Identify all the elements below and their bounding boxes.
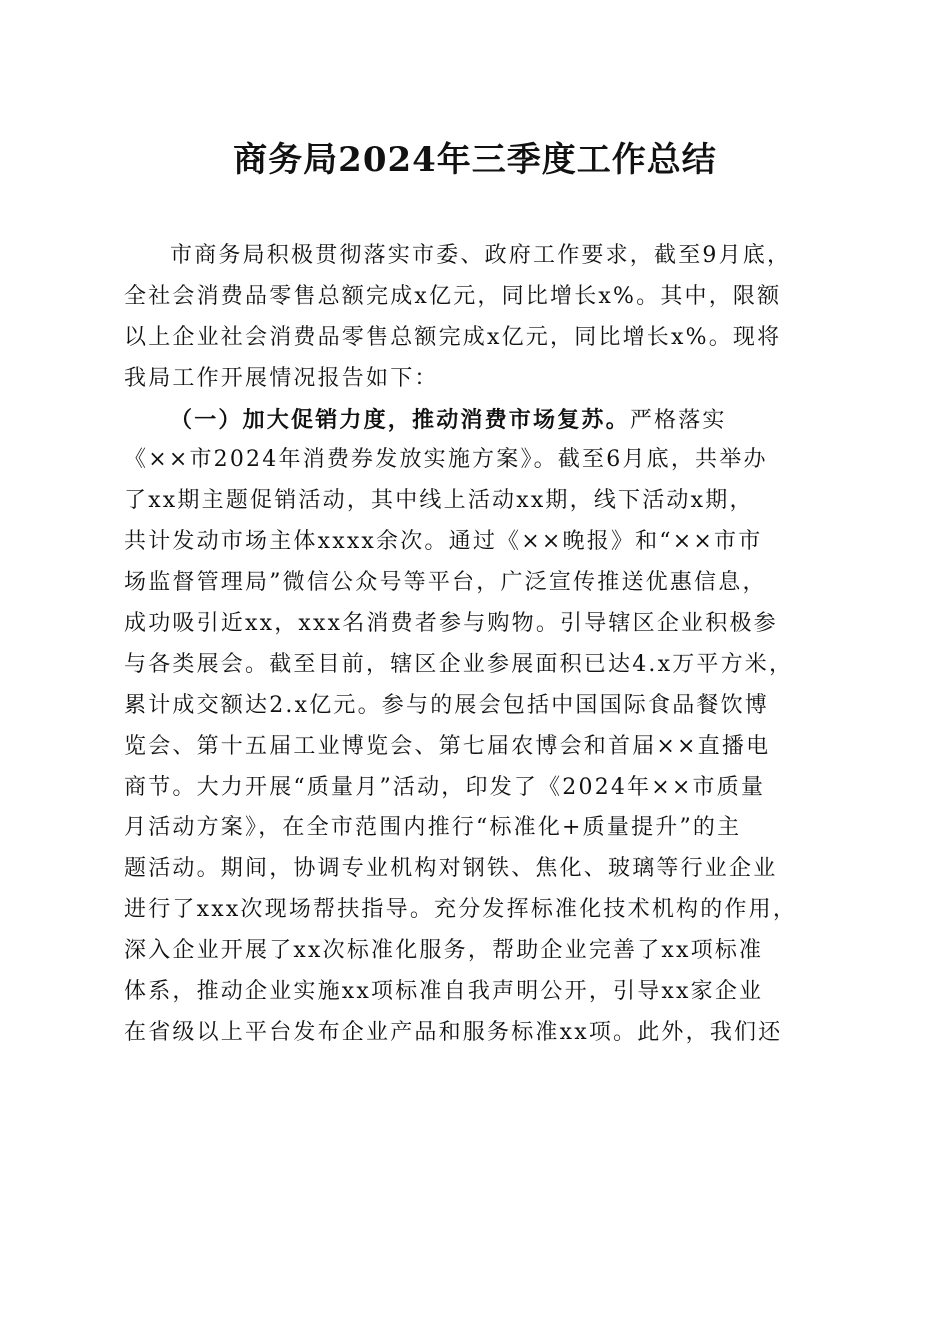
paragraph-line: 以上企业社会消费品零售总额完成x亿元，同比增长x%。现将	[124, 324, 782, 350]
section-one-paragraph	[124, 400, 830, 1054]
section-first-line	[124, 400, 830, 441]
document-body	[124, 236, 830, 1054]
intro-paragraph	[124, 236, 830, 400]
paragraph-line: 月活动方案》，在全市范围内推行“标准化+质量提升”的主	[124, 815, 742, 841]
paragraph-line: 深入企业开展了xx次标准化服务，帮助企业完善了xx项标准	[124, 938, 764, 964]
paragraph-line: 与各类展会。截至目前，辖区企业参展面积已达4.x万平方米，	[124, 651, 794, 677]
paragraph-line: 共计发动市场主体xxxx余次。通过《××晚报》和“××市市	[124, 529, 763, 555]
paragraph-line: 了xx期主题促销活动，其中线上活动xx期，线下活动x期，	[124, 488, 754, 514]
paragraph-line: 全社会消费品零售总额完成x亿元，同比增长x%。其中，限额	[124, 283, 782, 309]
paragraph-line: 我局工作开展情况报告如下：	[124, 365, 439, 391]
paragraph-line: 在省级以上平台发布企业产品和服务标准xx项。此外，我们还	[124, 1019, 783, 1045]
paragraph-line: 题活动。期间，协调专业机构对钢铁、焦化、玻璃等行业企业	[124, 856, 778, 882]
paragraph-line: 览会、第十五届工业博览会、第七届农博会和首届××直播电	[124, 733, 771, 759]
section-first-line-rest: 严格落实	[629, 407, 727, 433]
paragraph-line: 累计成交额达2.x亿元。参与的展会包括中国国际食品餐饮博	[124, 692, 769, 718]
document-title: 商务局2024年三季度工作总结	[233, 140, 717, 180]
paragraph-line: 市商务局积极贯彻落实市委、政府工作要求，截至9月底，	[170, 243, 792, 268]
section-heading: （一）加大促销力度，推动消费市场复苏。	[170, 406, 630, 433]
paragraph-line: 场监督管理局”微信公众号等平台，广泛宣传推送优惠信息，	[124, 570, 767, 596]
paragraph-line: 商节。大力开展“质量月”活动，印发了《2024年××市质量	[124, 774, 766, 800]
paragraph-line: 《××市2024年消费券发放实施方案》。截至6月底，共举办	[124, 447, 768, 473]
paragraph-line: 成功吸引近xx，xxx名消费者参与购物。引导辖区企业积极参	[124, 611, 778, 637]
paragraph-line: 进行了xxx次现场帮扶指导。充分发挥标准化技术机构的作用，	[124, 897, 798, 923]
paragraph-line: 体系，推动企业实施xx项标准自我声明公开，引导xx家企业	[124, 979, 764, 1005]
